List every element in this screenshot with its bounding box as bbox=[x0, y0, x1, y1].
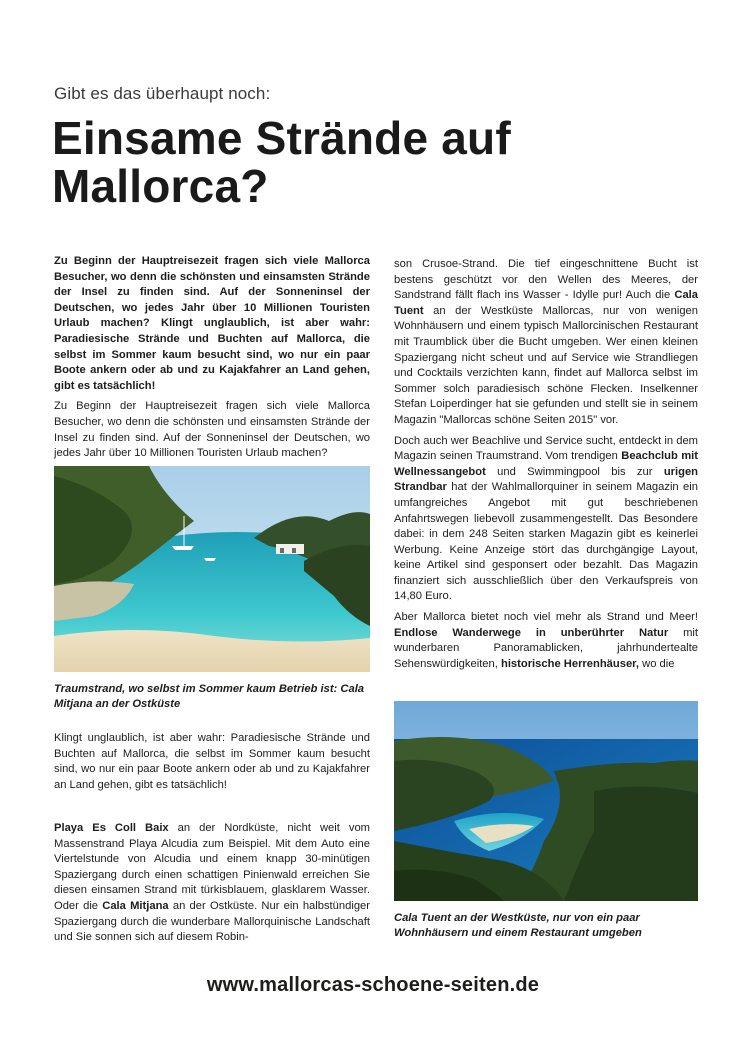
right-paragraph-2: Doch auch wer Beachlive und Service sucht, entdeckt in dem Magazin seinen Traumstrand. Vom trendigen Beachclub mit Wellnessangebot und Swimmingpool bis zur urigen Strandbar hat der Wahlmallorquiner in seinem Magazin ein umfangreiches Angebot mit gut beschriebenen Anfahrtswegen liebevoll zusammengestellt. Das Besondere dabei: in dem 248 Seiten starken Magazin gibt es keinerlei Werbung. Keine Anzeige stört das durchgängige Layout, keine Artikel sind gesponsert oder bezahlt. Das Magazin finanziert sich ausschließlich über den Verkaufspreis von 14,80 Euro. bbox=[394, 434, 698, 603]
highlight-herrenhaeuser: historische Herrenhäuser, bbox=[500, 657, 640, 670]
paragraph-2: Klingt unglaublich, ist aber wahr: Paradiesische Strände und Buchten auf Mallorca, die selbst im Sommer kaum besucht sind, wo nur ein paar Boote ankern oder ab und zu Kajakfahrer an Land gehen, gibt es tatsächlich! bbox=[54, 732, 370, 791]
headline-line-1: Einsame Strände auf bbox=[52, 112, 511, 164]
photo-caption-cala-mitjana: Traumstrand, wo selbst im Sommer kaum Betrieb ist: Cala Mitjana an der Ostküste bbox=[54, 683, 365, 710]
highlight-wanderwege: Endlose Wanderwege in unberührter Natur bbox=[394, 626, 669, 639]
left-column-bottom bbox=[54, 821, 370, 951]
highlight-beachclub: Beachclub mit Wellnessangebot bbox=[394, 450, 698, 478]
highlight-cala-tuent: Cala Tuent bbox=[394, 289, 698, 317]
photo-caption-cala-tuent: Cala Tuent an der Westküste, nur von ein paar Wohnhäusern und einem Restaurant umgeben bbox=[394, 912, 642, 939]
lead-paragraph: Zu Beginn der Hauptreisezeit fragen sich viele Mallorca Besucher, wo denn die schönsten und einsamsten Strände der Insel zu finden sind. Auf der Sonneninsel der Deutschen, wo jedes Jahr über 10 Millionen Touristen Urlaub machen? Klingt unglaublich, ist aber wahr: Paradiesische Strände und Buchten auf Mallorca, die selbst im Sommer kaum besucht sind, wo nur ein paar Boote ankern oder ab und zu Kajakfahrer an Land gehen, gibt es tatsächlich! bbox=[54, 255, 370, 392]
intro-paragraph: Zu Beginn der Hauptreisezeit fragen sich viele Mallorca Besucher, wo denn die schönsten und einsamsten Strände der Insel zu finden sind. Auf der Sonneninsel der Deutschen, wo jedes Jahr über 10 Millionen Touristen Urlaub machen? bbox=[54, 400, 370, 460]
photo-cala-tuent bbox=[394, 701, 698, 901]
headline bbox=[52, 114, 712, 210]
highlight-cala-mitjana: Cala Mitjana bbox=[102, 899, 169, 912]
left-column-top bbox=[54, 254, 370, 467]
right-paragraph-1: son Crusoe-Strand. Die tief eingeschnittene Bucht ist bestens geschützt vor den Wellen des Meeres, der Sandstrand fällt flach ins Wasser - Idylle pur! Auch die Cala Tuent an der Westküste Mallorcas, nur von wenigen Wohnhäusern und einem typisch Mallorcinischen Restaurant mit Traumblick über die Bucht umgeben. Wer einen kleinen Spaziergang nicht scheut und auf Service wie Strandliegen und Cocktails verzichten kann, findet auf Mallorca selbst im Sommer solch paradiesisch schöne Flecken. Inselkenner Stefan Loiperdinger hat sie gefunden und stellt sie in seinem Magazin "Mallorcas schöne Seiten 2015" vor. bbox=[394, 258, 698, 426]
left-column-middle bbox=[54, 731, 370, 798]
right-paragraph-3: Aber Mallorca bietet noch viel mehr als Strand und Meer! Endlose Wanderwege in unberührter Natur mit wunderbaren Panoramablicken, jahrhundertealte Sehenswürdigkeiten, historische Herrenhäuser, wo die bbox=[394, 611, 698, 670]
highlight-playa-es-coll-baix: Playa Es Coll Baix bbox=[54, 822, 169, 834]
right-column bbox=[394, 257, 698, 677]
photo-cala-mitjana bbox=[54, 466, 370, 672]
paragraph-3: Playa Es Coll Baix an der Nordküste, nicht weit vom Massenstrand Playa Alcudia zum Beispiel. Mit dem Auto eine Viertelstunde von Alcudia und einem knapp 30-minütigen Spaziergang durch einen schattigen Pinienwald erreichen Sie diesen einsamen Strand mit türkisblauem, glasklarem Wasser. Oder die Cala Mitjana an der Ostküste. Nur ein halbstündiger Spaziergang durch die wunderbare Mallorquinische Landschaft und Sie sonnen sich auf diesem Robin- bbox=[54, 822, 370, 944]
kicker: Gibt es das überhaupt noch: bbox=[54, 84, 271, 103]
headline-line-2: Mallorca? bbox=[52, 160, 269, 212]
footer-website-url: www.mallorcas-schoene-seiten.de bbox=[206, 974, 540, 996]
highlight-strandbar: urigen Strandbar bbox=[394, 465, 698, 494]
